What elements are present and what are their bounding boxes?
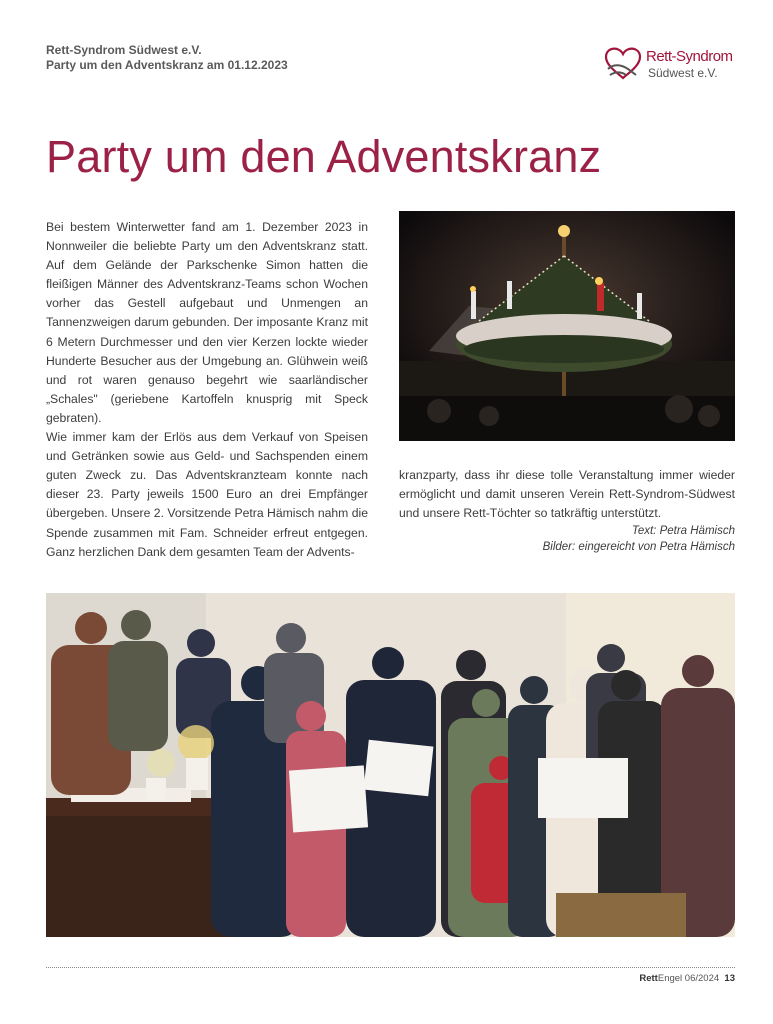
article-left-column bbox=[46, 218, 368, 562]
footer-brand-rest: Engel 06/2024 bbox=[657, 973, 720, 984]
header-org: Rett-Syndrom Südwest e.V. bbox=[46, 43, 202, 57]
credit-images: Bilder: eingereicht von Petra Hämisch bbox=[542, 541, 735, 554]
article-paragraph-2: Wie immer kam der Erlös aus dem Verkauf von Speisen und Getränken sowie aus Geld- und Sachspenden einem guten Zweck zu. Das Adventskranzteam konnte nach dieser 23. Party jeweils 1500 Euro an drei Empfänger übergeben. Unsere 2. Vorsitzende Petra Hämisch nahm die Spende zusammen mit Fam. Schneider erfreut entgegen. Ganz herzlichen Dank dem gesamten Team der Advents- bbox=[46, 430, 368, 559]
credit-text: Text: Petra Hämisch bbox=[631, 525, 735, 538]
article-title: Party um den Adventskranz bbox=[46, 131, 602, 182]
page-number: 13 bbox=[724, 973, 735, 984]
footer-divider bbox=[46, 967, 735, 968]
article-right-column bbox=[399, 466, 735, 555]
organization-logo bbox=[602, 45, 742, 85]
header-event: Party um den Adventskranz am 01.12.2023 bbox=[46, 58, 288, 72]
group-photo bbox=[46, 593, 735, 937]
logo-text-line1: Rett-Syndrom bbox=[646, 48, 733, 65]
page-header bbox=[46, 43, 288, 73]
footer-brand-bold: Rett bbox=[639, 973, 658, 984]
hands-heart-icon bbox=[602, 45, 644, 83]
logo-text-line2: Südwest e.V. bbox=[648, 66, 718, 80]
article-paragraph-3: kranzparty, dass ihr diese tolle Veranstaltung immer wieder ermöglicht und damit unseren Verein Rett-Syndrom-Südwest und unsere Rett-Töchter so tatkräftig unterstützt. bbox=[399, 468, 735, 521]
article-paragraph-1: Bei bestem Winterwetter fand am 1. Dezember 2023 in Nonnweiler die beliebte Party um den Adventskranz statt. Auf dem Gelände der Parkschenke Simon hatten die fleißigen Männer des Adventskranz-Teams schon Wochen vorher das Gestell aufgebaut und Unmengen an Tannenzweigen darum gebunden. Der imposante Kranz mit 6 Metern Durchmesser und den vier Kerzen lockte wieder Hunderte Besucher aus der Umgebung an. Glühwein weiß und rot waren genauso begehrt wie saarländischer „Schales" (geriebene Kartoffeln knusprig mit Speck gebraten). bbox=[46, 220, 368, 425]
advent-wreath-photo bbox=[399, 211, 735, 441]
page-footer bbox=[639, 973, 735, 984]
